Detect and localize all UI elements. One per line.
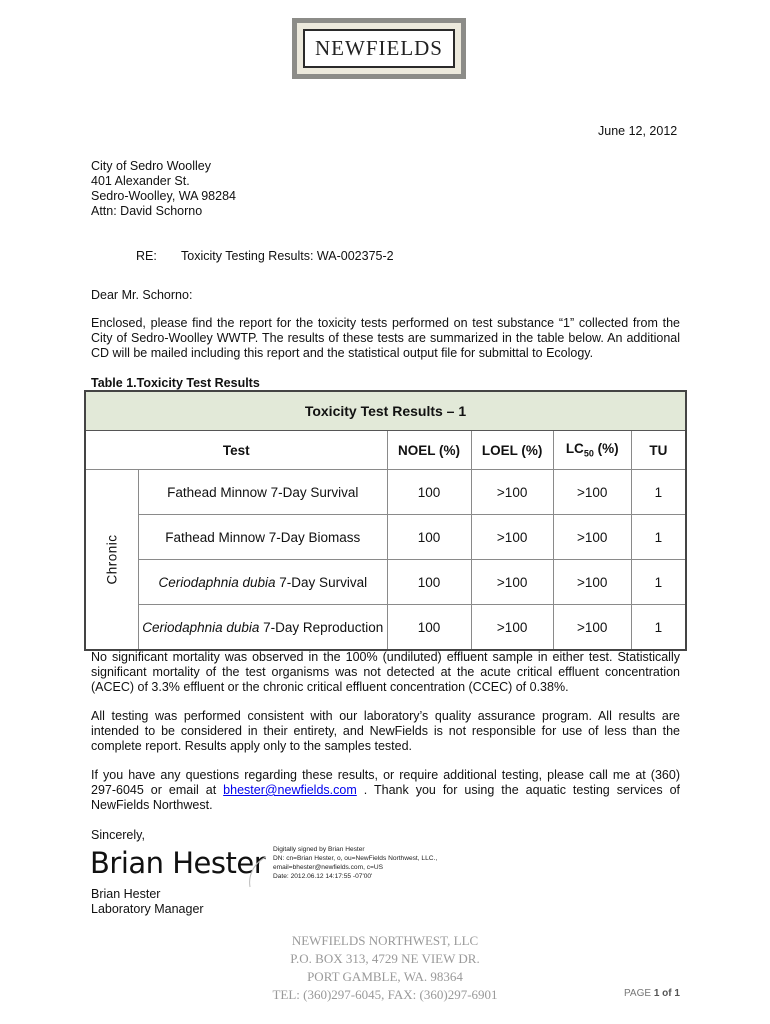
table-caption: Table 1.Toxicity Test Results <box>91 376 260 390</box>
tu-value: 1 <box>631 605 686 651</box>
tu-value: 1 <box>631 470 686 515</box>
table-row <box>85 515 686 560</box>
recipient-address <box>91 159 236 219</box>
loel-value: >100 <box>471 470 553 515</box>
email-link[interactable]: bhester@newfields.com <box>223 783 357 797</box>
header-tu: TU <box>631 431 686 470</box>
test-name: Ceriodaphnia dubia 7-Day Reproduction <box>139 605 387 651</box>
table-row <box>85 560 686 605</box>
loel-value: >100 <box>471 605 553 651</box>
test-name: Fathead Minnow 7-Day Biomass <box>139 515 387 560</box>
footer-address: P.O. BOX 313, 4729 NE VIEW DR. <box>290 951 480 966</box>
address-line: Sedro-Woolley, WA 98284 <box>91 189 236 203</box>
salutation: Dear Mr. Schorno: <box>91 288 193 302</box>
letter-date: June 12, 2012 <box>598 124 678 138</box>
table-row <box>85 605 686 651</box>
test-name: Ceriodaphnia dubia 7-Day Survival <box>139 560 387 605</box>
digital-signature-details: Digitally signed by Brian Hester DN: cn=Brian Hester, o, ou=NewFields Northwest, LLC., email=bhester@newfields.com, c=US Date: 2012.06.12 14:17:55 -07'00' <box>273 846 438 880</box>
paragraph-mortality: No significant mortality was observed in the 100% (undiluted) effluent sample in either test. Statistically significant mortality of the test organisms was not detected at the acute critical effluent concentration (ACEC) of 3.3% effluent or the chronic critical effluent concentration (CCEC) of 0.38%. <box>91 650 680 694</box>
re-label: RE: <box>136 249 157 263</box>
group-label-chronic: Chronic <box>85 470 139 651</box>
paragraph-contact: If you have any questions regarding these results, or require additional testing, please call me at (360) 297-6045 or email at bhester@newfields.com . Thank you for using the aquatic testing services of NewFields Northwest. <box>91 768 680 812</box>
lc50-value: >100 <box>553 605 631 651</box>
header-test: Test <box>85 431 387 470</box>
address-line: Attn: David Schorno <box>91 204 203 218</box>
lc50-value: >100 <box>553 470 631 515</box>
noel-value: 100 <box>387 470 471 515</box>
page-number: PAGE 1 of 1 <box>624 988 680 999</box>
footer-city: PORT GAMBLE, WA. 98364 <box>307 969 463 984</box>
table-title-row <box>85 391 686 431</box>
test-name: Fathead Minnow 7-Day Survival <box>139 470 387 515</box>
paragraph-intro: Enclosed, please find the report for the toxicity tests performed on test substance “1” collected from the City of Sedro-Woolley WWTP. The results of these tests are summarized in the table below. An additional CD will be mailed including this report and the statistical output file for submittal to Ecology. <box>91 316 680 360</box>
signer-name: Brian Hester <box>91 887 161 901</box>
loel-value: >100 <box>471 560 553 605</box>
footer-phone: TEL: (360)297-6045, FAX: (360)297-6901 <box>272 987 498 1002</box>
header-loel: LOEL (%) <box>471 431 553 470</box>
lc50-value: >100 <box>553 560 631 605</box>
lc50-value: >100 <box>553 515 631 560</box>
footer-company: NEWFIELDS NORTHWEST, LLC <box>291 933 479 948</box>
address-line: 401 Alexander St. <box>91 174 190 188</box>
signer-block <box>91 887 204 917</box>
toxicity-results-table <box>84 390 687 651</box>
noel-value: 100 <box>387 560 471 605</box>
table-header-row <box>85 431 686 470</box>
signer-title: Laboratory Manager <box>91 902 204 916</box>
closing: Sincerely, <box>91 828 145 842</box>
paragraph-quality: All testing was performed consistent with our laboratory’s quality assurance program. All results are intended to be considered in their entirety, and NewFields is not responsible for use of less than the complete report. Results apply only to the samples tested. <box>91 709 680 753</box>
noel-value: 100 <box>387 605 471 651</box>
newfields-logo <box>292 18 466 79</box>
address-line: City of Sedro Woolley <box>91 159 211 173</box>
tu-value: 1 <box>631 515 686 560</box>
header-lc50: $LC_{50}$ (%) <box>553 431 631 470</box>
signature-name: Brian Hester <box>90 846 266 880</box>
logo-text: NEWFIELDS <box>303 29 455 68</box>
re-subject: Toxicity Testing Results: WA-002375-2 <box>181 249 394 263</box>
table-row <box>85 470 686 515</box>
tu-value: 1 <box>631 560 686 605</box>
signature-stroke-icon <box>244 855 270 889</box>
loel-value: >100 <box>471 515 553 560</box>
table-title: Toxicity Test Results – 1 <box>85 391 686 431</box>
header-noel: NOEL (%) <box>387 431 471 470</box>
noel-value: 100 <box>387 515 471 560</box>
